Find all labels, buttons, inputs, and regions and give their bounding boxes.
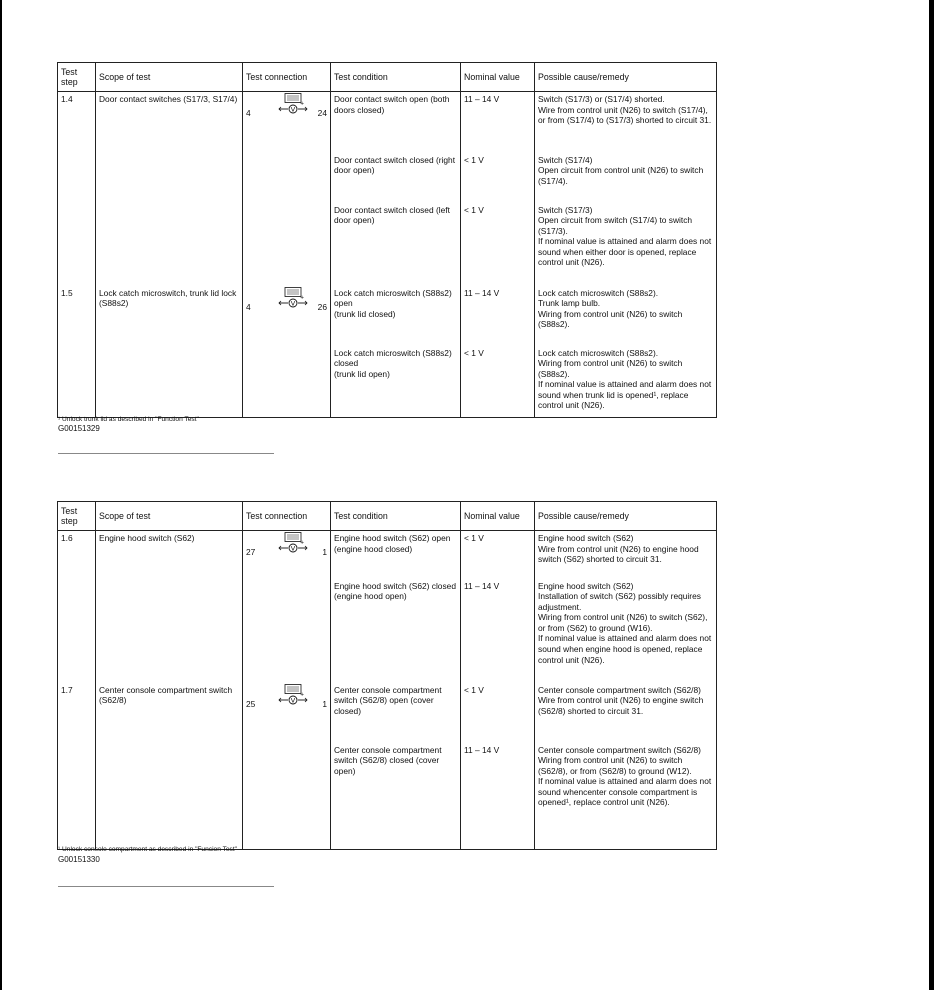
- table-row: [58, 153, 717, 203]
- table-row: [58, 531, 717, 579]
- header-nominal-value: Nominal value: [461, 63, 535, 92]
- condition-cell: Lock catch microswitch (S88s2) open (trunk lid closed): [331, 286, 461, 346]
- table-row: [58, 743, 717, 850]
- voltmeter-icon: [275, 532, 311, 556]
- svg-text:+: +: [300, 101, 305, 107]
- step-cell: [58, 203, 96, 286]
- header-test-step: Test step: [58, 63, 96, 92]
- header-nominal-value: Nominal value: [461, 502, 535, 531]
- header-test-condition: Test condition: [331, 63, 461, 92]
- connection-cell: [243, 153, 331, 203]
- step-cell: 1.5: [58, 286, 96, 346]
- svg-text:+: +: [300, 540, 305, 546]
- connection-cell: [243, 92, 331, 153]
- svg-text:V: V: [290, 695, 296, 704]
- nominal-cell: 11 – 14 V: [461, 579, 535, 683]
- svg-text:V: V: [290, 105, 296, 114]
- footnote-2: ¹ Unlock console compartment as described in "Funcion Test": [58, 846, 238, 853]
- connection-cell: [243, 743, 331, 850]
- scope-cell: [96, 743, 243, 850]
- connection-cell: [243, 346, 331, 418]
- remedy-cell: Engine hood switch (S62) Installation of switch (S62) possibly requires adjustment. Wiring from control unit (N26) to switch (S62), or from (S62) to ground (W16). If nominal value is attained and alarm does not sound when engine hood is opened, replace control unit (N26).: [535, 579, 717, 683]
- table-row: [58, 92, 717, 153]
- header-test-step: Test step: [58, 502, 96, 531]
- condition-cell: Center console compartment switch (S62/8) open (cover closed): [331, 683, 461, 743]
- table-row: [58, 286, 717, 346]
- remedy-cell: Switch (S17/3) or (S17/4) shorted. Wire from control unit (N26) to switch (S17/4), or from (S17/4) to (S17/3) shorted to circuit 31.: [535, 92, 717, 153]
- condition-cell: Lock catch microswitch (S88s2) closed (trunk lid open): [331, 346, 461, 418]
- connection-cell: [243, 531, 331, 579]
- remedy-cell: Switch (S17/4) Open circuit from control unit (N26) to switch (S17/4).: [535, 153, 717, 203]
- pin-left: 4: [246, 301, 251, 312]
- page-edge-right: [929, 0, 934, 990]
- scope-cell: [96, 153, 243, 203]
- nominal-cell: < 1 V: [461, 153, 535, 203]
- connection-cell: [243, 683, 331, 743]
- header-row: [58, 63, 717, 92]
- table-row: [58, 579, 717, 683]
- separator-rule-2: [58, 886, 274, 887]
- header-possible-cause: Possible cause/remedy: [535, 502, 717, 531]
- step-cell: 1.7: [58, 683, 96, 743]
- nominal-cell: 11 – 14 V: [461, 743, 535, 850]
- header-scope-of-test: Scope of test: [96, 502, 243, 531]
- scope-cell: [96, 203, 243, 286]
- scope-cell: [96, 346, 243, 418]
- voltmeter-icon: [275, 287, 311, 311]
- scope-cell: Engine hood switch (S62): [96, 531, 243, 579]
- svg-text:+: +: [300, 691, 305, 698]
- step-cell: 1.6: [58, 531, 96, 579]
- table-row: [58, 683, 717, 743]
- test-table-2: [57, 501, 717, 850]
- connection-cell: [243, 579, 331, 683]
- step-cell: [58, 743, 96, 850]
- table-row: [58, 203, 717, 286]
- header-row: [58, 502, 717, 531]
- pin-right: 1: [322, 547, 327, 557]
- nominal-cell: < 1 V: [461, 683, 535, 743]
- voltmeter-icon: [275, 684, 311, 708]
- scope-cell: [96, 579, 243, 683]
- condition-cell: Door contact switch closed (left door open): [331, 203, 461, 286]
- nominal-cell: < 1 V: [461, 531, 535, 579]
- page-edge-left: [0, 0, 2, 990]
- condition-cell: Door contact switch open (both doors closed): [331, 92, 461, 153]
- condition-cell: Door contact switch closed (right door open): [331, 153, 461, 203]
- separator-rule-1: [58, 453, 274, 454]
- scope-cell: Door contact switches (S17/3, S17/4): [96, 92, 243, 153]
- step-cell: [58, 346, 96, 418]
- remedy-cell: Lock catch microswitch (S88s2). Wiring from control unit (N26) to switch (S88s2). If nominal value is attained and alarm does not sound when trunk lid is opened¹, replace control unit (N26).: [535, 346, 717, 418]
- nominal-cell: 11 – 14 V: [461, 92, 535, 153]
- header-possible-cause: Possible cause/remedy: [535, 63, 717, 92]
- header-test-connection: Test connection: [243, 63, 331, 92]
- pin-left: 25: [246, 698, 256, 709]
- remedy-cell: Switch (S17/3) Open circuit from switch (S17/4) to switch (S17/3). If nominal value is attained and alarm does not sound when either door is opened, replace control unit (N26).: [535, 203, 717, 286]
- header-scope-of-test: Scope of test: [96, 63, 243, 92]
- voltmeter-icon: [275, 93, 311, 117]
- step-cell: [58, 579, 96, 683]
- remedy-cell: Engine hood switch (S62) Wire from control unit (N26) to engine hood switch (S62) shorted to circuit 31.: [535, 531, 717, 579]
- table-row: [58, 346, 717, 418]
- nominal-cell: 11 – 14 V: [461, 286, 535, 346]
- header-test-connection: Test connection: [243, 502, 331, 531]
- condition-cell: Center console compartment switch (S62/8) closed (cover open): [331, 743, 461, 850]
- footnote-1: ¹ Unlock trunk lid as described in "Function Test": [58, 416, 199, 423]
- nominal-cell: < 1 V: [461, 203, 535, 286]
- test-table-1: [57, 62, 717, 418]
- svg-text:+: +: [300, 294, 305, 301]
- scope-cell: Lock catch microswitch, trunk lid lock (S88s2): [96, 286, 243, 346]
- remedy-cell: Lock catch microswitch (S88s2). Trunk lamp bulb. Wiring from control unit (N26) to switch (S88s2).: [535, 286, 717, 346]
- pin-right: 24: [317, 108, 327, 118]
- svg-text:V: V: [290, 298, 296, 307]
- condition-cell: Engine hood switch (S62) open (engine hood closed): [331, 531, 461, 579]
- connection-cell: [243, 203, 331, 286]
- remedy-cell: Center console compartment switch (S62/8) Wiring from control unit (N26) to switch (S62/8), or from (S62/8) to ground (W12). If nominal value is attained and alarm does not sound whencenter console compartment is opened¹, replace control unit (N26).: [535, 743, 717, 850]
- scope-cell: Center console compartment switch (S62/8): [96, 683, 243, 743]
- pin-right: 26: [317, 301, 327, 312]
- figure-code-1: G00151329: [58, 424, 100, 433]
- header-test-condition: Test condition: [331, 502, 461, 531]
- pin-left: 4: [246, 108, 251, 118]
- step-cell: 1.4: [58, 92, 96, 153]
- figure-code-2: G00151330: [58, 855, 100, 864]
- pin-right: 1: [322, 698, 327, 709]
- pin-left: 27: [246, 547, 256, 557]
- condition-cell: Engine hood switch (S62) closed (engine hood open): [331, 579, 461, 683]
- nominal-cell: < 1 V: [461, 346, 535, 418]
- svg-text:V: V: [290, 544, 296, 553]
- remedy-cell: Center console compartment switch (S62/8) Wire from control unit (N26) to engine switch (S62/8) shorted to circuit 31.: [535, 683, 717, 743]
- step-cell: [58, 153, 96, 203]
- connection-cell: [243, 286, 331, 346]
